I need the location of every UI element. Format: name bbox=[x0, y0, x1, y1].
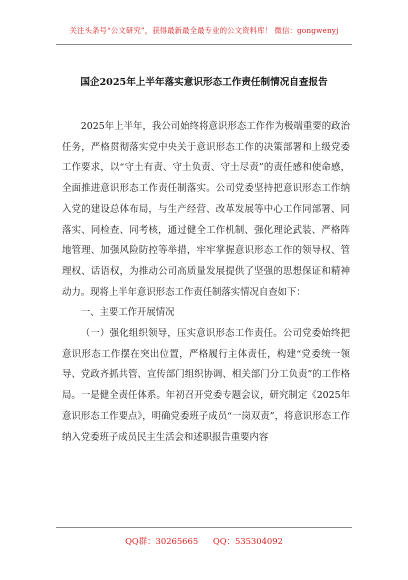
qq-group-text: QQ群：30265665 bbox=[125, 536, 199, 546]
header-promo-note: 关注头条号“公文研究”，获得最新最全最专业的公文资料库！ 微信：gongwenyj bbox=[69, 26, 339, 35]
document-title: 国企2025年上半年落实意识形态工作责任制情况自查报告 bbox=[80, 77, 328, 88]
footer-contact bbox=[0, 535, 408, 547]
footer-divider bbox=[56, 527, 352, 528]
section-paragraph: （一）强化组织领导，压实意识形态工作责任。公司党委始终把意识形态工作摆在突出位置，严格履行主体责任，构建“党委统一领导、党政齐抓共管、宣传部门组织协调、相关部门分工负责”的工作格局。一是健全责任体系。年初召开党委专题会议，研究制定《2025年意识形态工作要点》，明确党委班子成员“一岗双责”，将意识形态工作纳入党委班子成员民主生活会和述职报告重要内容 bbox=[62, 328, 350, 443]
intro-paragraph: 2025年上半年，我公司始终将意识形态工作作为极端重要的政治任务，严格贯彻落实党中央关于意识形态工作的决策部署和上级党委工作要求，以“守土有责、守土负责、守土尽责”的责任感和使命感，全面推进意识形态工作责任制落实。公司党委坚持把意识形态工作纳入党的建设总体布局，与生产经营、改革发展等中心工作同部署、同落实、同检查、同考核，通过健全工作机制、强化理论武装、严格阵地管理、加强风险防控等举措，牢牢掌握意识形态工作的领导权、管理权、话语权，为推动公司高质量发展提供了坚强的思想保证和精神动力。现将上半年意识形态工作责任制落实情况自查如下： bbox=[62, 121, 350, 298]
qq-number-text: QQ：535304092 bbox=[212, 536, 283, 546]
document-body bbox=[62, 117, 350, 448]
section-heading: 一、主要工作开展情况 bbox=[80, 307, 175, 319]
header-divider bbox=[56, 44, 352, 45]
